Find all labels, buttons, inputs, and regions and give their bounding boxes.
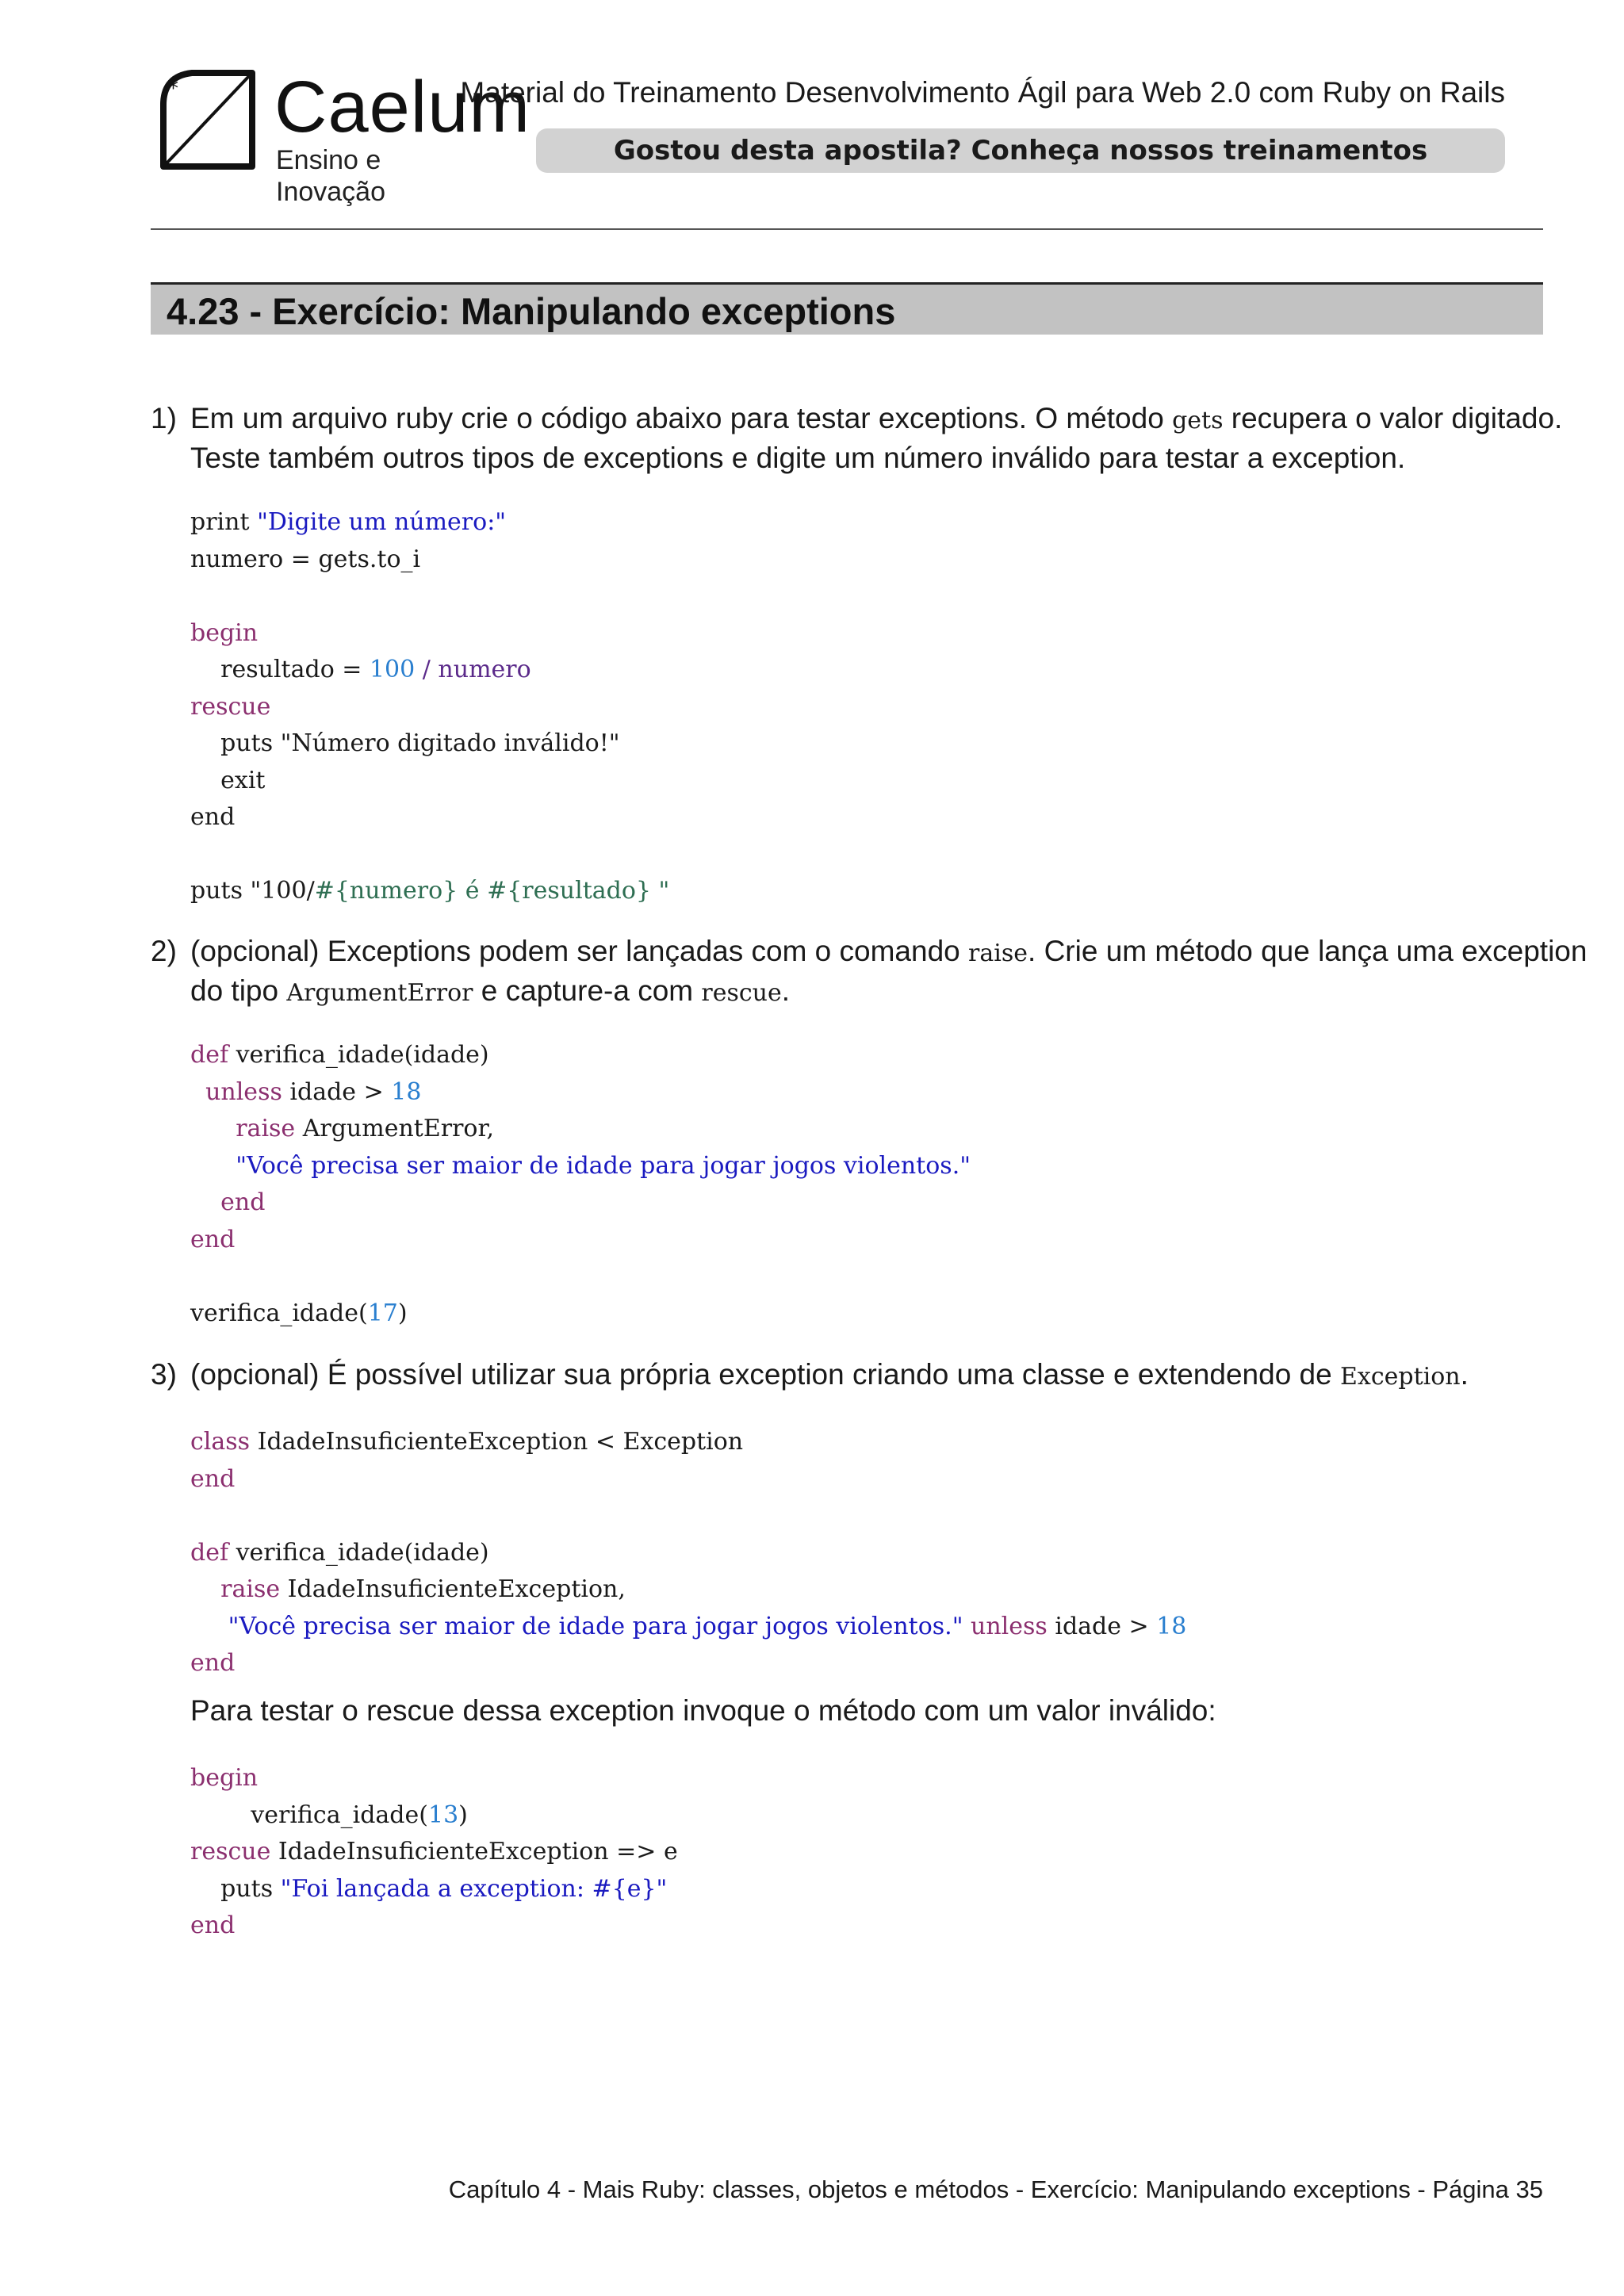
item-1-line-1 (190, 400, 1563, 439)
code-operator: / (415, 656, 439, 683)
training-banner-link[interactable]: Gostou desta apostila? Conheça nossos treinamentos (536, 128, 1505, 173)
code-keyword: def (190, 1041, 229, 1069)
code-string: "Você precisa ser maior de idade para jogar jogos violentos." (190, 1612, 963, 1640)
item-3-followup: Para testar o rescue dessa exception invoque o método com um valor inválido: (190, 1694, 1216, 1727)
code-keyword: raise (190, 1115, 296, 1142)
code-text: verifica_idade( (190, 1299, 368, 1327)
text-fragment: recupera o valor digitado. (1223, 402, 1563, 434)
item-number: 1) (151, 402, 177, 434)
code-keyword: end (190, 1464, 236, 1493)
code-text: verifica_idade(idade) (228, 1041, 489, 1069)
code-text: puts "Número digitado inválido!" (190, 729, 620, 757)
item-2-text (190, 932, 1588, 1012)
text-fragment: . Crie um método que lança uma exception (1028, 935, 1588, 967)
item-2-line-2 (190, 972, 1543, 1012)
section-title: 4.23 - Exercício: Manipulando exceptions (167, 290, 896, 332)
text-fragment: do tipo (190, 974, 287, 1007)
text-fragment: (opcional) É possível utilizar sua própria exception criando uma classe e extendendo de (190, 1358, 1340, 1391)
code-keyword: unless (963, 1612, 1048, 1640)
header-divider (151, 228, 1543, 230)
item-3-line-1 (190, 1356, 1543, 1395)
code-keyword: class (190, 1428, 251, 1456)
code-keyword: end (190, 1911, 236, 1939)
item-1-text (190, 400, 1563, 476)
code-string: "Foi lançada a exception: #{e}" (280, 1874, 668, 1903)
code-text: resultado = (190, 656, 370, 683)
code-text: ArgumentError, (295, 1115, 495, 1142)
code-keyword: end (190, 1188, 266, 1216)
text-fragment: . (781, 974, 791, 1007)
code-number: 13 (427, 1800, 459, 1829)
item-3-text (190, 1356, 1543, 1395)
code-text: numero = gets.to_i (190, 545, 421, 573)
code-text: verifica_idade( (190, 1800, 428, 1829)
code-block-1 (190, 504, 669, 910)
code-text: ) (397, 1299, 408, 1327)
code-string: "Digite um número:" (257, 508, 507, 536)
code-text: idade > (282, 1077, 392, 1106)
code-keyword: def (190, 1538, 229, 1567)
caelum-logo[interactable] (155, 67, 531, 207)
inline-code-rescue: rescue (701, 979, 782, 1007)
code-text: end (190, 803, 236, 831)
code-string: "Você precisa ser maior de idade para jogar jogos violentos." (190, 1151, 971, 1180)
code-block-2 (190, 1037, 971, 1332)
inline-code-raise: raise (968, 939, 1028, 967)
text-fragment: Em um arquivo ruby crie o código abaixo para testar exceptions. O método (190, 402, 1173, 434)
code-text: ) (458, 1800, 468, 1829)
code-text: exit (190, 766, 266, 794)
item-2-line-1 (190, 932, 1588, 972)
inline-code-gets: gets (1172, 407, 1224, 434)
code-keyword: end (190, 1225, 236, 1253)
text-fragment: . (1460, 1358, 1469, 1391)
code-identifier: numero (438, 656, 531, 683)
logo-wordmark: Caelum (274, 67, 531, 147)
code-block-3 (190, 1424, 1186, 1682)
svg-text:*: * (168, 77, 178, 101)
code-keyword: end (190, 1649, 236, 1677)
code-text: puts "100/ (190, 877, 315, 905)
code-block-4 (190, 1760, 678, 1945)
item-number: 3) (151, 1358, 177, 1391)
code-text: IdadeInsuficienteException, (280, 1575, 626, 1603)
code-keyword: rescue (190, 1838, 271, 1866)
code-keyword: unless (190, 1077, 282, 1106)
text-fragment: e capture-a com (473, 974, 702, 1007)
page-footer: Capítulo 4 - Mais Ruby: classes, objetos e métodos - Exercício: Manipulando exceptions - Página 35 (448, 2175, 1543, 2203)
code-text: IdadeInsuficienteException => e (270, 1838, 678, 1866)
section-heading-bar (151, 282, 1543, 335)
code-keyword: begin (190, 618, 259, 647)
code-number: 18 (1156, 1612, 1187, 1640)
code-keyword: begin (190, 1764, 259, 1792)
code-keyword: raise (190, 1575, 281, 1603)
item-1-line-2: Teste também outros tipos de exceptions e digite um número inválido para testar a exception. (190, 442, 1406, 474)
caelum-logo-mark-icon (155, 68, 259, 174)
code-number: 17 (367, 1299, 398, 1327)
inline-code-exception: Exception (1340, 1363, 1461, 1391)
inline-code-argumenterror: ArgumentError (286, 979, 473, 1007)
code-text: IdadeInsuficienteException < Exception (250, 1428, 744, 1456)
code-text: print (190, 508, 258, 536)
code-number: 100 (369, 656, 416, 683)
code-keyword: rescue (190, 692, 271, 721)
code-text: verifica_idade(idade) (228, 1538, 489, 1567)
logo-tagline: Ensino e Inovação (276, 145, 385, 207)
item-number: 2) (151, 935, 177, 967)
code-text: idade > (1047, 1612, 1157, 1640)
code-number: 18 (391, 1077, 422, 1106)
text-fragment: (opcional) Exceptions podem ser lançadas com o comando (190, 935, 969, 967)
header-title: Material do Treinamento Desenvolvimento Ágil para Web 2.0 com Ruby on Rails (460, 76, 1505, 109)
code-text: puts (190, 1874, 281, 1903)
code-interpolation: #{numero} é #{resultado} " (314, 877, 670, 905)
